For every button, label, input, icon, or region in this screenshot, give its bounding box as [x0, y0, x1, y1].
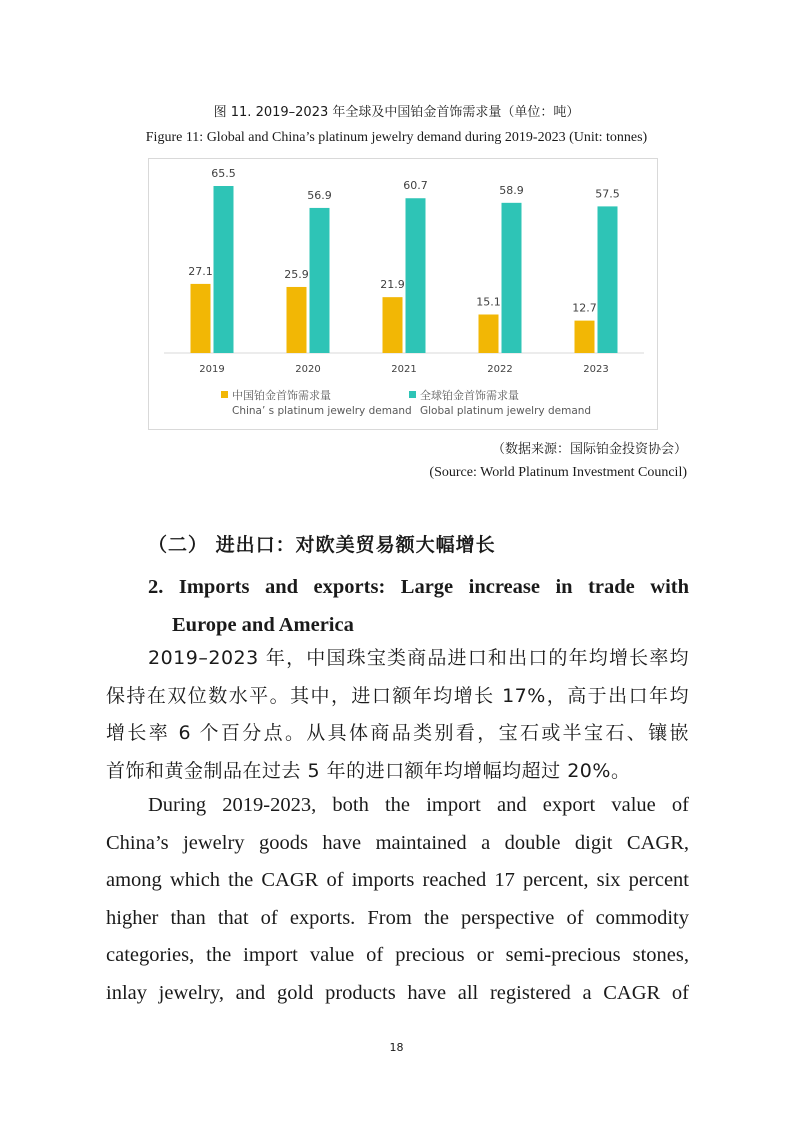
- source-note-cn: （数据来源：国际铂金投资协会）: [491, 442, 687, 457]
- paragraph-en: [106, 787, 689, 1012]
- section-title-cn: （二） 进出口：对欧美贸易额大幅增长: [148, 534, 496, 556]
- bar-global-2022: [502, 203, 522, 353]
- legend-label-china-en: China’ s platinum jewelry demand: [232, 405, 412, 417]
- data-label: 65.5: [211, 167, 236, 180]
- x-tick-label: 2022: [487, 364, 513, 375]
- data-label: 25.9: [284, 267, 309, 281]
- bar-global-2019: [214, 186, 234, 353]
- data-label: 21.9: [380, 278, 405, 292]
- paragraph-line: China’s jewelry goods have maintained a double digit CAGR,: [106, 831, 689, 854]
- paragraph-line: 2019–2023 年，中国珠宝类商品进口和出口的年均增长率均: [148, 647, 689, 669]
- paragraph-cn: [106, 640, 689, 790]
- page-number: 18: [389, 1041, 404, 1054]
- paragraph-line: During 2019-2023, both the import and export value of: [148, 794, 689, 816]
- figure-caption-cn: 图 11. 2019–2023 年全球及中国铂金首饰需求量（单位：吨）: [213, 105, 580, 120]
- paragraph-line: inlay jewelry, and gold products have all registered a CAGR of: [106, 981, 689, 1004]
- section-title-en-line2: Europe and America: [172, 614, 354, 636]
- legend-label-china-cn: 中国铂金首饰需求量: [232, 389, 331, 402]
- bar-global-2021: [406, 198, 426, 353]
- section-title-en-line1: 2. Imports and exports: Large increase in trade with: [148, 576, 689, 598]
- data-label: 15.1: [476, 295, 501, 309]
- legend-label-global-en: Global platinum jewelry demand: [420, 405, 592, 417]
- bar-china-2022: [479, 315, 499, 353]
- paragraph-line: 增长率 6 个百分点。从具体商品类别看，宝石或半宝石、镶嵌: [106, 722, 689, 744]
- x-tick-label: 2021: [391, 364, 417, 375]
- data-label: 56.9: [307, 188, 332, 202]
- data-label: 27.1: [188, 264, 213, 278]
- bar-china-2019: [191, 284, 211, 353]
- x-tick-label: 2023: [583, 364, 609, 375]
- data-label: 58.9: [499, 183, 524, 197]
- legend-swatch-china: [221, 391, 228, 398]
- data-label: 12.7: [572, 301, 597, 315]
- x-tick-label: 2020: [295, 364, 321, 375]
- chart-container: [148, 158, 658, 430]
- bar-global-2023: [598, 206, 618, 353]
- data-label: 60.7: [403, 179, 428, 193]
- legend-label-global-cn: 全球铂金首饰需求量: [420, 389, 519, 402]
- paragraph-line: categories, the import value of precious or semi-precious stones,: [106, 944, 689, 966]
- paragraph-line: higher than that of exports. From the perspective of commodity: [106, 906, 689, 929]
- paragraph-line: 保持在双位数水平。其中，进口额年均增长 17%，高于出口年均: [106, 684, 689, 707]
- x-tick-label: 2019: [199, 364, 225, 375]
- bar-china-2023: [575, 321, 595, 353]
- source-note-en: (Source: World Platinum Investment Council): [429, 465, 687, 480]
- paragraph-line: 首饰和黄金制品在过去 5 年的进口额年均增幅均超过 20%。: [106, 759, 631, 782]
- legend-swatch-global: [409, 391, 416, 398]
- bar-chart: [149, 159, 659, 431]
- bar-global-2020: [310, 208, 330, 353]
- bar-china-2020: [287, 287, 307, 353]
- paragraph-line: among which the CAGR of imports reached 17 percent, six percent: [106, 869, 689, 891]
- bar-china-2021: [383, 297, 403, 353]
- figure-caption-en: Figure 11: Global and China’s platinum jewelry demand during 2019-2023 (Unit: tonnes): [145, 130, 648, 145]
- data-label: 57.5: [595, 187, 620, 201]
